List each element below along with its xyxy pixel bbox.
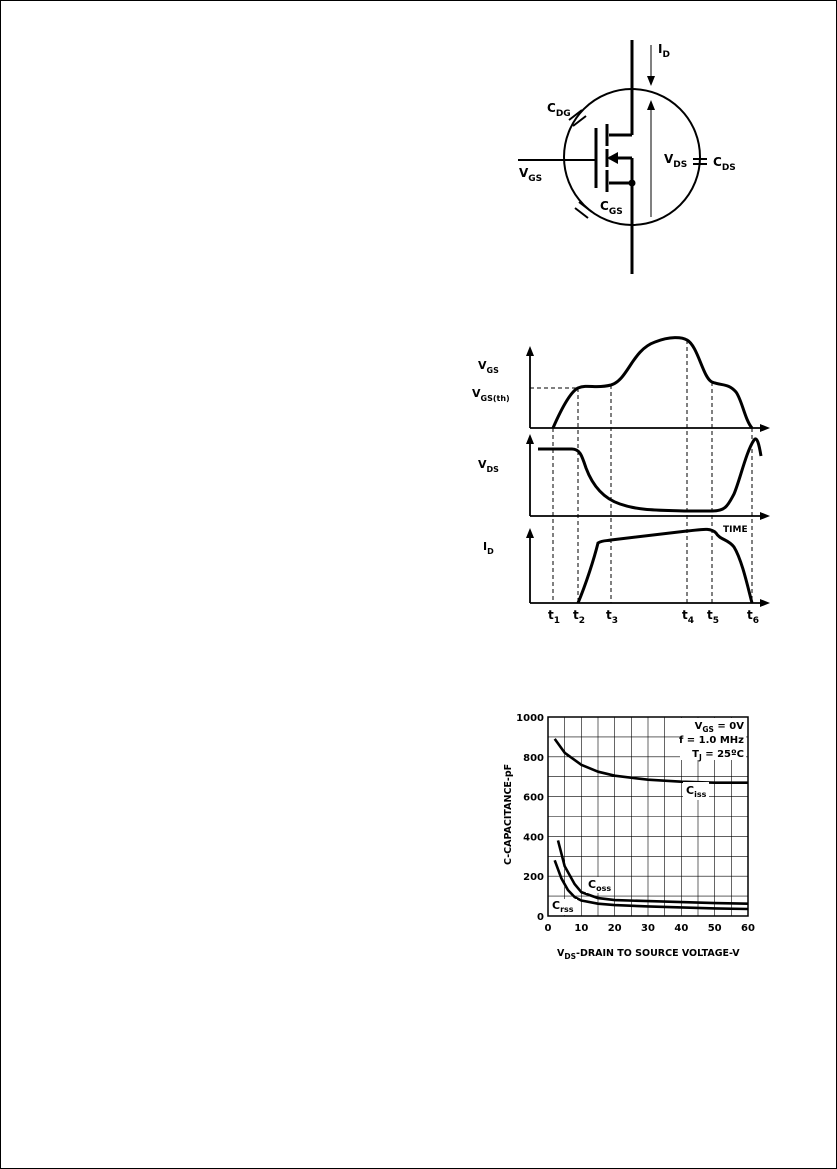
series-label-crss: $C_{rss}$ — [552, 899, 574, 914]
series-label-ciss: $C_{iss}$ — [686, 784, 707, 799]
body-arrow — [607, 152, 618, 164]
series-lines — [555, 739, 748, 909]
x-tick-label: 60 — [741, 923, 755, 934]
cgs-label: $C_{GS}$ — [600, 199, 623, 217]
time-marker-t2: $t_2$ — [573, 608, 586, 626]
y-axis-label: C-CAPACITANCE-pF — [503, 763, 514, 865]
time-marker-t4: $t_4$ — [682, 608, 695, 626]
id-waveform — [578, 529, 752, 603]
vgs-x-arrow — [760, 424, 770, 432]
vds-x-arrow — [760, 512, 770, 520]
vgs-y-arrow — [526, 346, 534, 356]
vds-y-arrow — [526, 434, 534, 444]
cdg-label: $C_{DG}$ — [547, 101, 571, 119]
y-tick-label: 600 — [523, 792, 544, 804]
x-tick-label: 40 — [674, 923, 689, 934]
series-label-coss: $C_{oss}$ — [588, 878, 612, 893]
wave-vgsth-label: $V_{GS(th)}$ — [472, 387, 510, 403]
cgs-plate-2 — [579, 202, 592, 212]
wave-vgs-label: $V_{GS}$ — [478, 359, 499, 375]
x-tick-label: 30 — [641, 923, 655, 934]
x-tick-label: 20 — [607, 923, 622, 934]
x-tick-label: 50 — [707, 923, 722, 934]
y-tick-label: 1000 — [516, 713, 544, 724]
condition-line: f = 1.0 MHz — [678, 735, 744, 746]
x-tick-labels — [545, 923, 755, 934]
x-axis-label: $V_{DS}$-DRAIN TO SOURCE VOLTAGE-V — [557, 948, 740, 961]
x-tick-label: 0 — [544, 923, 552, 934]
switching-waveforms-diagram — [470, 330, 780, 630]
cgs-plate-1 — [575, 208, 588, 218]
time-marker-labels — [548, 608, 759, 626]
wave-vds-label: $V_{DS}$ — [478, 458, 499, 474]
cds-label: $C_{DS}$ — [713, 155, 736, 173]
y-tick-label: 200 — [523, 872, 544, 884]
vds-label: $V_{DS}$ — [664, 152, 688, 170]
x-tick-label: 10 — [574, 923, 589, 934]
wave-id-label: $I_D$ — [483, 540, 494, 556]
source-junction-dot — [629, 180, 636, 187]
vgs-label: $V_{GS}$ — [519, 166, 543, 184]
id-x-arrow — [760, 599, 770, 607]
y-tick-label: 400 — [523, 832, 544, 844]
capacitance-chart — [495, 705, 770, 965]
time-marker-t6: $t_6$ — [747, 608, 760, 626]
time-marker-t5: $t_5$ — [707, 608, 720, 626]
time-marker-t3: $t_3$ — [606, 608, 619, 626]
y-tick-label: 0 — [537, 912, 544, 923]
mosfet-model-diagram — [505, 35, 765, 280]
vds-waveform — [538, 439, 761, 511]
series-line-coss — [558, 840, 748, 903]
id-y-arrow — [526, 528, 534, 538]
vgs-waveform — [553, 338, 752, 428]
id-label: $I_D$ — [658, 42, 670, 60]
id-arrow-head — [647, 76, 655, 86]
y-tick-label: 800 — [523, 752, 544, 764]
vds-arrow-head — [647, 100, 655, 110]
condition-line: $V_{GS} = 0V$ — [694, 721, 744, 734]
y-tick-labels — [516, 713, 544, 923]
time-axis-label: TIME — [723, 525, 748, 535]
time-marker-t1: $t_1$ — [548, 608, 561, 626]
condition-line: $T_J$ = 25ºC — [692, 749, 744, 762]
